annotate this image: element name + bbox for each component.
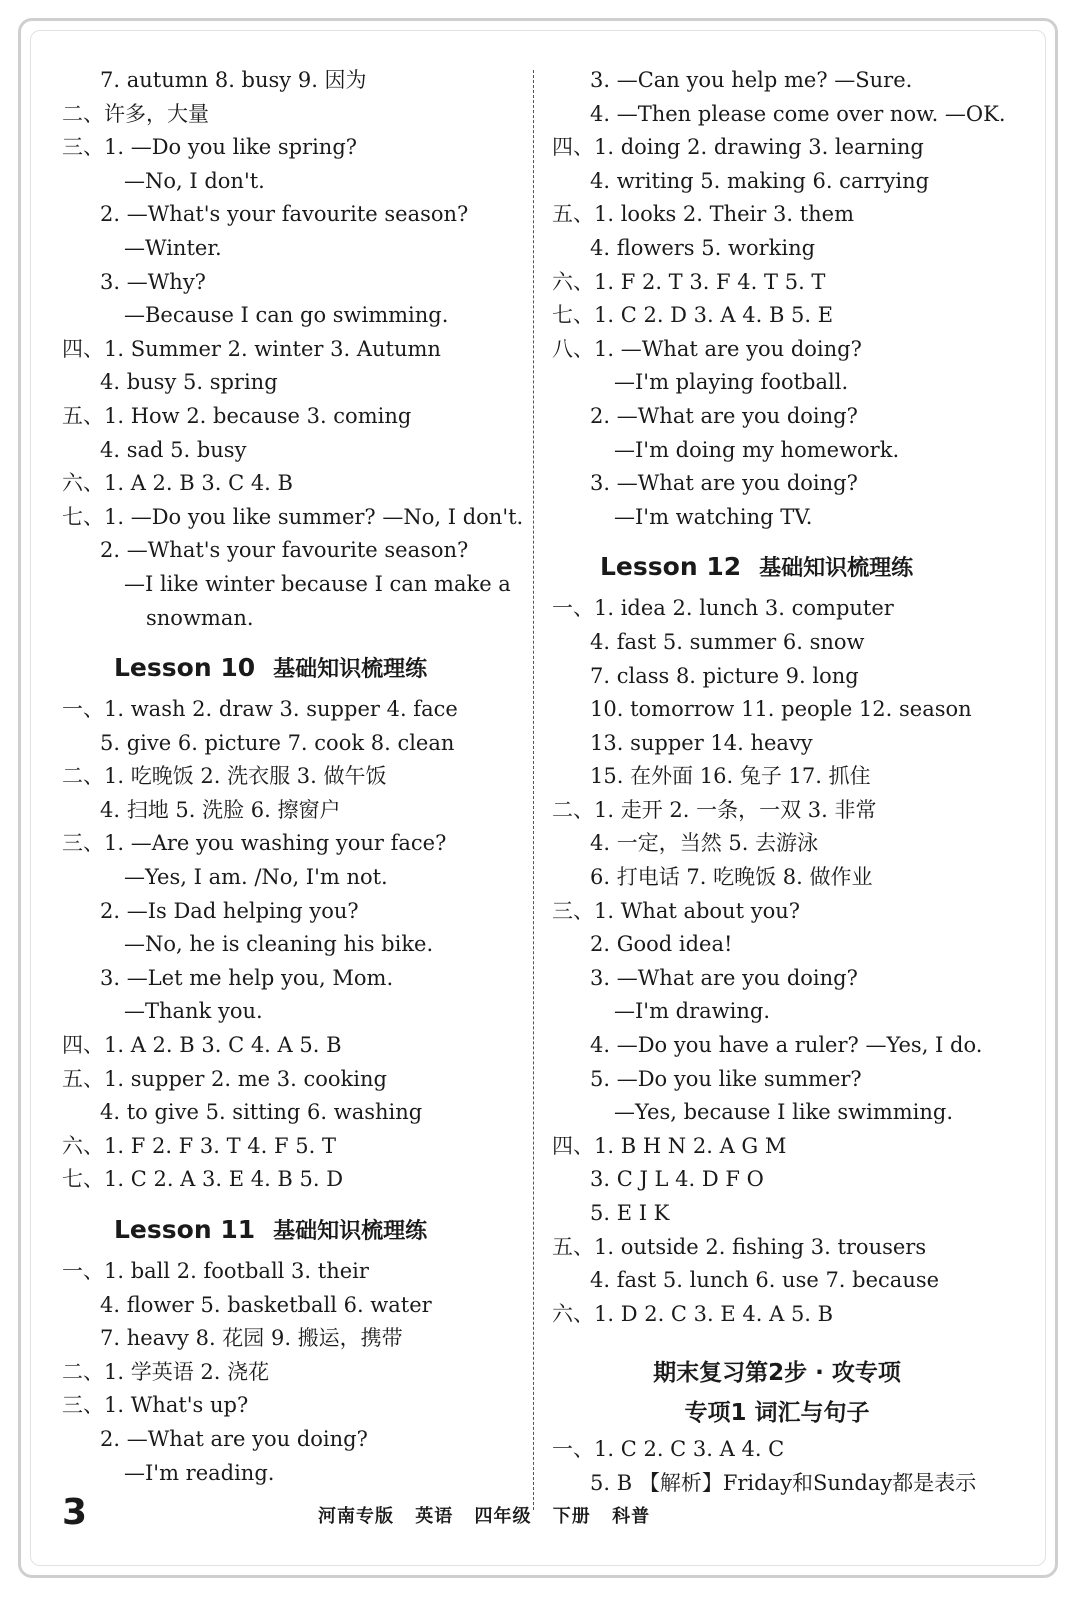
answer-line: 一、1. ball 2. football 3. their xyxy=(62,1259,369,1283)
answer-line: 3. —Let me help you, Mom. xyxy=(100,965,394,990)
answer-line: 3. —What are you doing? xyxy=(590,471,858,496)
answer-line: 7. autumn 8. busy 9. 因为 xyxy=(100,68,367,92)
answer-line: 7. heavy 8. 花园 9. 搬运，携带 xyxy=(100,1326,403,1351)
answer-line: —Because I can go swimming. xyxy=(124,303,449,328)
answer-line: 4. —Then please come over now. —OK. xyxy=(590,101,1006,126)
answer-line: 4. fast 5. lunch 6. use 7. because xyxy=(590,1268,940,1293)
lesson-heading xyxy=(62,1197,514,1255)
answer-line: 4. writing 5. making 6. carrying xyxy=(590,168,930,193)
answer-line: snowman. xyxy=(146,605,254,630)
answer-line: —Winter. xyxy=(124,235,222,260)
answer-line: 一、1. idea 2. lunch 3. computer xyxy=(552,596,894,621)
answer-line: 5. B 【解析】Friday和Sunday都是表示 xyxy=(590,1470,977,1495)
page-footer xyxy=(62,1492,962,1542)
answer-line: 四、1. B H N 2. A G M xyxy=(552,1133,787,1158)
answer-line: —Yes, I am. /No, I'm not. xyxy=(124,865,388,890)
answer-line: 五、1. supper 2. me 3. cooking xyxy=(62,1066,387,1091)
answer-line: 3. —Can you help me? —Sure. xyxy=(590,68,913,92)
answer-line: 二、1. 走开 2. 一条，一双 3. 非常 xyxy=(552,797,877,822)
lesson-number: Lesson 11 xyxy=(114,1215,256,1244)
answer-line: 六、1. F 2. T 3. F 4. T 5. T xyxy=(552,269,826,294)
answer-line: 三、1. —Are you washing your face? xyxy=(62,831,447,856)
answer-line: 3. —Why? xyxy=(100,269,206,294)
left-column xyxy=(62,64,524,1490)
answer-line: 6. 打电话 7. 吃晚饭 8. 做作业 xyxy=(590,865,873,890)
lesson-title: 基础知识梳理练 xyxy=(759,556,914,582)
answer-line: 四、1. doing 2. drawing 3. learning xyxy=(552,135,924,160)
answer-line: 五、1. looks 2. Their 3. them xyxy=(552,202,855,227)
lesson-heading xyxy=(62,635,514,693)
answer-line: 七、1. C 2. D 3. A 4. B 5. E xyxy=(552,303,834,328)
edition-info: 河南专版 英语 四年级 下册 科普 xyxy=(318,1506,651,1527)
page-number: 3 xyxy=(62,1492,88,1533)
answer-line: 15. 在外面 16. 兔子 17. 抓住 xyxy=(590,764,871,789)
answer-line: 4. 扫地 5. 洗脸 6. 擦窗户 xyxy=(100,797,341,822)
answer-line: 七、1. C 2. A 3. E 4. B 5. D xyxy=(62,1167,344,1192)
answer-line: 六、1. D 2. C 3. E 4. A 5. B xyxy=(552,1301,834,1326)
answer-line: 四、1. A 2. B 3. C 4. A 5. B xyxy=(62,1033,342,1058)
answer-line: 5. E I K xyxy=(590,1201,670,1225)
answer-line: 4. busy 5. spring xyxy=(100,370,278,395)
answer-line: 六、1. A 2. B 3. C 4. B xyxy=(62,471,293,496)
answer-line: 五、1. outside 2. fishing 3. trousers xyxy=(552,1234,927,1259)
answer-line: —Yes, because I like swimming. xyxy=(614,1100,954,1125)
answer-line: 4. fast 5. summer 6. snow xyxy=(590,629,865,654)
answer-line: 2. —What are you doing? xyxy=(590,403,858,428)
answer-line: 一、1. wash 2. draw 3. supper 4. face xyxy=(62,697,458,722)
answer-line: 二、许多，大量 xyxy=(62,101,209,126)
answer-line: —I'm reading. xyxy=(124,1460,275,1485)
answer-line: 2. —Is Dad helping you? xyxy=(100,898,359,923)
answer-line: 五、1. How 2. because 3. coming xyxy=(62,403,412,428)
answer-line: 4. flower 5. basketball 6. water xyxy=(100,1292,432,1317)
answer-line: 4. 一定，当然 5. 去游泳 xyxy=(590,831,819,856)
right-column xyxy=(552,64,1006,1501)
answer-line: —No, he is cleaning his bike. xyxy=(124,932,434,957)
answer-line: 六、1. F 2. F 3. T 4. F 5. T xyxy=(62,1133,336,1158)
answer-line: 5. —Do you like summer? xyxy=(590,1066,862,1091)
answer-line: 三、1. What's up? xyxy=(62,1393,249,1418)
answer-line: 2. —What's your favourite season? xyxy=(100,202,469,227)
answer-line: —Thank you. xyxy=(124,999,263,1024)
answer-line: 二、1. 吃晚饭 2. 洗衣服 3. 做午饭 xyxy=(62,764,387,789)
section-heading: 期末复习第2步 · 攻专项 xyxy=(653,1360,901,1387)
answer-line: —I'm watching TV. xyxy=(614,504,813,529)
answer-line: 三、1. —Do you like spring? xyxy=(62,135,358,160)
answer-line: 2. —What are you doing? xyxy=(100,1426,368,1451)
column-divider xyxy=(533,70,534,1510)
answer-line: 3. C J L 4. D F O xyxy=(590,1167,764,1192)
section-heading: 专项1 词汇与句子 xyxy=(684,1400,870,1427)
spacer xyxy=(552,1331,1002,1353)
answer-line: 2. —What's your favourite season? xyxy=(100,538,469,563)
answer-line: 10. tomorrow 11. people 12. season xyxy=(590,697,972,722)
answer-line: 4. sad 5. busy xyxy=(100,437,247,462)
answer-line: —I'm doing my homework. xyxy=(614,437,900,462)
answer-line: 二、1. 学英语 2. 浇花 xyxy=(62,1359,270,1384)
answer-line: 7. class 8. picture 9. long xyxy=(590,663,859,688)
answer-line: 2. Good idea! xyxy=(590,932,733,957)
lesson-title: 基础知识梳理练 xyxy=(273,1219,428,1244)
answer-line: 3. —What are you doing? xyxy=(590,965,858,990)
answer-line: 5. give 6. picture 7. cook 8. clean xyxy=(100,730,455,755)
answer-line: —I like winter because I can make a xyxy=(124,571,511,596)
answer-line: —I'm playing football. xyxy=(614,370,849,395)
lesson-number: Lesson 12 xyxy=(600,552,742,582)
answer-line: —I'm drawing. xyxy=(614,999,770,1024)
lesson-heading xyxy=(552,534,1002,592)
answer-line: 一、1. C 2. C 3. A 4. C xyxy=(552,1437,785,1462)
answer-line: 七、1. —Do you like summer? —No, I don't. xyxy=(62,504,524,529)
answer-line: 13. supper 14. heavy xyxy=(590,730,813,755)
lesson-number: Lesson 10 xyxy=(114,653,256,683)
answer-line: 四、1. Summer 2. winter 3. Autumn xyxy=(62,336,441,361)
answer-line: 三、1. What about you? xyxy=(552,898,800,923)
answer-line: 4. —Do you have a ruler? —Yes, I do. xyxy=(590,1033,983,1058)
lesson-title: 基础知识梳理练 xyxy=(273,657,428,683)
answer-line: 4. to give 5. sitting 6. washing xyxy=(100,1100,423,1125)
answer-line: 4. flowers 5. working xyxy=(590,235,816,260)
answer-line: —No, I don't. xyxy=(124,168,265,193)
answer-line: 八、1. —What are you doing? xyxy=(552,336,862,361)
